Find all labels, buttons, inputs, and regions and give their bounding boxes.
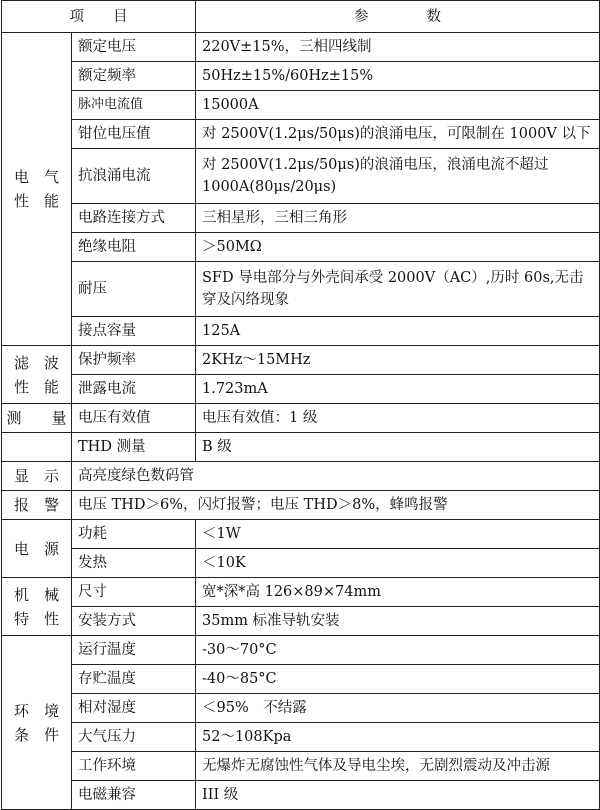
row-label: 脉冲电流值 xyxy=(72,91,196,120)
row-label: 相对湿度 xyxy=(72,694,196,723)
row-label: THD 测量 xyxy=(72,433,196,462)
row-value: 无爆炸无腐蚀性气体及导电尘埃，无剧烈震动及冲击源 xyxy=(196,752,600,781)
table-row xyxy=(2,346,600,375)
row-label: 功耗 xyxy=(72,520,196,549)
row-label: 安装方式 xyxy=(72,607,196,636)
row-label: 保护频率 xyxy=(72,346,196,375)
row-label: 尺寸 xyxy=(72,578,196,607)
row-label: 额定频率 xyxy=(72,62,196,91)
row-value: 50Hz±15%/60Hz±15% xyxy=(196,62,600,91)
row-value: 电压 THD＞6%，闪灯报警；电压 THD＞8%，蜂鸣报警 xyxy=(72,491,600,520)
category-line: 电 气 xyxy=(13,168,59,186)
table-row xyxy=(2,781,600,810)
category-line: 滤 波 xyxy=(13,353,59,372)
row-value: 35mm 标准导轨安装 xyxy=(196,607,600,636)
table-row xyxy=(2,636,600,665)
table-row xyxy=(2,665,600,694)
row-value: 电压有效值：1 级 xyxy=(196,404,600,433)
category-display: 显 示 xyxy=(2,462,72,491)
table-row xyxy=(2,317,600,346)
row-value: 对 2500V(1.2μs/50μs)的浪涌电压，可限制在 1000V 以下 xyxy=(196,120,600,149)
row-label: 存贮温度 xyxy=(72,665,196,694)
category-filter xyxy=(2,346,72,404)
category-blank xyxy=(2,433,72,462)
row-label: 大气压力 xyxy=(72,723,196,752)
row-value: 220V±15%，三相四线制 xyxy=(196,33,600,62)
row-value: B 级 xyxy=(196,433,600,462)
row-label: 电路连接方式 xyxy=(72,204,196,233)
category-alarm: 报 警 xyxy=(2,491,72,520)
table-row xyxy=(2,404,600,433)
header-param: 参 数 xyxy=(196,1,600,33)
category-line: 机 械 xyxy=(13,585,59,604)
row-label: 泄露电流 xyxy=(72,375,196,404)
table-row xyxy=(2,607,600,636)
category-power: 电 源 xyxy=(2,520,72,578)
row-label: 额定电压 xyxy=(72,33,196,62)
table-row xyxy=(2,433,600,462)
category-environment xyxy=(2,636,72,810)
table-row xyxy=(2,120,600,149)
category-measure: 测 量 xyxy=(2,404,72,433)
row-value: ＞50MΩ xyxy=(196,233,600,262)
row-label: 钳位电压值 xyxy=(72,120,196,149)
spec-table xyxy=(1,0,600,810)
table-row xyxy=(2,694,600,723)
table-row xyxy=(2,375,600,404)
table-row xyxy=(2,462,600,491)
row-label: 抗浪涌电流 xyxy=(72,149,196,204)
category-line: 特 性 xyxy=(13,609,59,628)
row-value: ＜1W xyxy=(196,520,600,549)
row-value: -40～85°C xyxy=(196,665,600,694)
table-row xyxy=(2,91,600,120)
category-mechanical xyxy=(2,578,72,636)
table-row xyxy=(2,520,600,549)
row-value: 三相星形，三相三角形 xyxy=(196,204,600,233)
row-label: 工作环境 xyxy=(72,752,196,781)
table-row xyxy=(2,204,600,233)
row-value: ＜95% 不结露 xyxy=(196,694,600,723)
row-value: 对 2500V(1.2μs/50μs)的浪涌电压，浪涌电流不超过 1000A(80μs/20μs) xyxy=(196,149,600,204)
row-value: 15000A xyxy=(196,91,600,120)
table-row xyxy=(2,62,600,91)
row-value: 1.723mA xyxy=(196,375,600,404)
row-label: 电磁兼容 xyxy=(72,781,196,810)
category-electrical xyxy=(2,33,72,346)
row-value: 高亮度绿色数码管 xyxy=(72,462,600,491)
table-row xyxy=(2,233,600,262)
row-label: 接点容量 xyxy=(72,317,196,346)
table-row xyxy=(2,149,600,204)
row-label: 耐压 xyxy=(72,262,196,317)
row-label: 绝缘电阻 xyxy=(72,233,196,262)
category-line: 性 能 xyxy=(13,192,59,210)
table-row xyxy=(2,752,600,781)
table-row xyxy=(2,262,600,317)
row-label: 发热 xyxy=(72,549,196,578)
table-row xyxy=(2,491,600,520)
row-value: 2KHz～15MHz xyxy=(196,346,600,375)
category-line: 环 境 xyxy=(13,701,59,720)
row-value: SFD 导电部分与外壳间承受 2000V（AC）,历时 60s,无击穿及闪络现象 xyxy=(196,262,600,317)
row-value: 125A xyxy=(196,317,600,346)
table-row xyxy=(2,723,600,752)
row-value: III 级 xyxy=(196,781,600,810)
row-value: 宽*深*高 126×89×74mm xyxy=(196,578,600,607)
table-row xyxy=(2,549,600,578)
row-value: 52～108Kpa xyxy=(196,723,600,752)
row-value: ＜10K xyxy=(196,549,600,578)
header-item: 项 目 xyxy=(2,1,196,33)
category-line: 性 能 xyxy=(13,377,59,396)
row-label: 运行温度 xyxy=(72,636,196,665)
row-label: 电压有效值 xyxy=(72,404,196,433)
table-row xyxy=(2,33,600,62)
category-line: 条 件 xyxy=(13,725,59,744)
header-row xyxy=(2,1,600,33)
table-row xyxy=(2,578,600,607)
row-value: -30～70°C xyxy=(196,636,600,665)
